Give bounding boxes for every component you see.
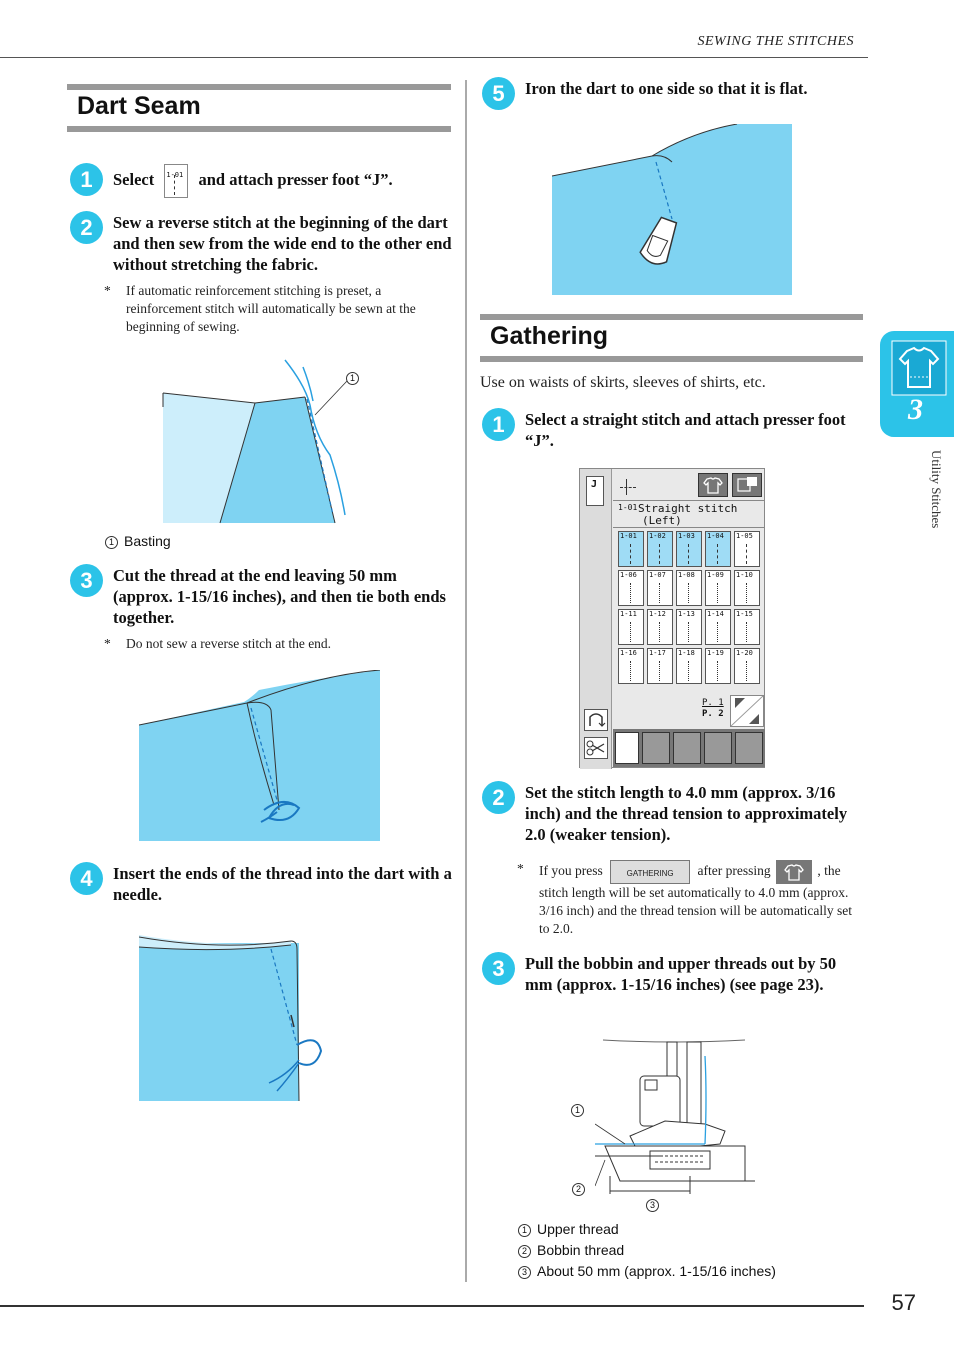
stitch-name: Straight stitch (Left) [638, 502, 738, 527]
gathering-button[interactable]: GATHERING [610, 860, 690, 884]
dart-basting-figure [155, 355, 370, 525]
step-number: 1 [70, 163, 103, 196]
chapter-number: 3 [908, 393, 923, 426]
figure-caption: 2 Bobbin thread [518, 1242, 624, 1258]
lcd-screen [579, 468, 765, 768]
stitch-key[interactable]: 1-07 [647, 570, 673, 606]
figure-caption: 3 About 50 mm (approx. 1-15/16 inches) [518, 1263, 776, 1279]
stitch-key[interactable]: 1-15 [734, 609, 760, 645]
step-text: Sew a reverse stitch at the beginning of the dart and then sew from the wide end to the other end without stretching the fabric. [113, 213, 452, 274]
category-tab-cross[interactable] [735, 732, 763, 764]
stitch-key[interactable]: 1-14 [705, 609, 731, 645]
step-text: Iron the dart to one side so that it is flat. [525, 79, 808, 98]
chapter-tab[interactable] [880, 331, 954, 437]
shirt-icon[interactable] [776, 860, 812, 884]
gathering-title: Gathering [480, 314, 863, 362]
chapter-side-label: Utility Stitches [929, 450, 944, 529]
stitch-key[interactable]: 1-04 [705, 531, 731, 567]
stitch-key[interactable]: 1-08 [676, 570, 702, 606]
stitch-code: 1-01 [618, 503, 638, 512]
note: * Do not sew a reverse stitch at the end. [104, 636, 332, 651]
note: * If automatic reinforcement stitching is preset, a reinforcement stitch will automatically be sewn at the beginning of sewing. [104, 283, 416, 334]
stitch-key[interactable]: 1-19 [705, 648, 731, 684]
dart-seam-title: Dart Seam [67, 84, 451, 132]
header-rule [0, 57, 868, 58]
stitch-key[interactable]: 1-11 [618, 609, 644, 645]
stitch-key[interactable]: 1-16 [618, 648, 644, 684]
footer-rule [0, 1305, 864, 1307]
stitch-key[interactable]: 1-17 [647, 648, 673, 684]
stitch-key[interactable]: 1-12 [647, 609, 673, 645]
figure-caption: 1 Basting [105, 533, 171, 549]
figure-callout: 1 [571, 1101, 590, 1117]
category-tabs [613, 729, 765, 767]
gathering-intro: Use on waists of skirts, sleeves of shirts, etc. [480, 374, 766, 391]
step-text: Select a straight stitch and attach presser foot “J”. [525, 410, 846, 450]
stitch-key[interactable]: 1-18 [676, 648, 702, 684]
stitch-key[interactable]: 1-01 [618, 531, 644, 567]
presser-foot-figure [595, 1036, 760, 1201]
reverse-button[interactable] [584, 709, 608, 731]
step-number: 2 [482, 781, 515, 814]
figure-caption: 1 Upper thread [518, 1221, 619, 1237]
stitch-key[interactable]: 1-09 [705, 570, 731, 606]
figure-callout: 2 [572, 1180, 591, 1196]
stitch-key-icon: 1-01 [164, 164, 188, 198]
presser-foot-icon: J [586, 476, 604, 506]
step-text: Pull the bobbin and upper threads out by 50 mm (approx. 1-15/16 inches) (see page 23). [525, 954, 837, 994]
shirt-icon [890, 339, 948, 397]
stitch-key[interactable]: 1-13 [676, 609, 702, 645]
step-number: 2 [70, 211, 103, 244]
step-text: Set the stitch length to 4.0 mm (approx. 3/16 inch) and the thread tension to approximately 2.0 (weaker tension). [525, 783, 848, 844]
step-number: 1 [482, 408, 515, 441]
stitch-key[interactable]: 1-10 [734, 570, 760, 606]
stitch-key[interactable]: 1-03 [676, 531, 702, 567]
running-header: SEWING THE STITCHES [697, 34, 854, 49]
note: * If you press GATHERING after pressing , the stitch length will be set automatically to 4.0 mm (approx. 3/16 inch) and the thread tension will be automatically set to 2.0. [517, 861, 853, 936]
dart-needle-figure [139, 935, 329, 1101]
column-divider [465, 80, 467, 1282]
step-number: 4 [70, 862, 103, 895]
figure-callout: 3 [646, 1196, 665, 1212]
step-number: 3 [70, 564, 103, 597]
category-tab-satin[interactable] [673, 732, 701, 764]
needle-position-icon [620, 479, 636, 495]
category-tab-decorative[interactable] [642, 732, 670, 764]
figure-callout: 1 [346, 369, 365, 385]
dart-knot-figure [139, 670, 380, 841]
stitch-key[interactable]: 1-05 [734, 531, 760, 567]
step-text: Select 1-01 and attach presser foot “J”. [113, 164, 453, 198]
scissors-button[interactable] [584, 737, 608, 759]
utility-stitch-button[interactable] [698, 473, 728, 497]
page-number: 57 [891, 1290, 916, 1315]
iron-dart-figure [552, 124, 792, 295]
page-indicator: P. 1 P. 2 [702, 698, 724, 719]
stitch-key[interactable]: 1-02 [647, 531, 673, 567]
step-text: Cut the thread at the end leaving 50 mm (approx. 1-15/16 inches), and then tie both ends together. [113, 566, 446, 627]
category-tab-utility[interactable] [615, 732, 639, 764]
stitch-selection-grid [618, 531, 764, 691]
page-arrow-button[interactable] [730, 695, 764, 727]
stitch-key[interactable]: 1-06 [618, 570, 644, 606]
step-number: 5 [482, 77, 515, 110]
step-number: 3 [482, 952, 515, 985]
step-text: Insert the ends of the thread into the dart with a needle. [113, 864, 452, 904]
stitch-key[interactable]: 1-20 [734, 648, 760, 684]
character-button[interactable] [732, 473, 762, 497]
category-tab-buttonhole[interactable] [704, 732, 732, 764]
